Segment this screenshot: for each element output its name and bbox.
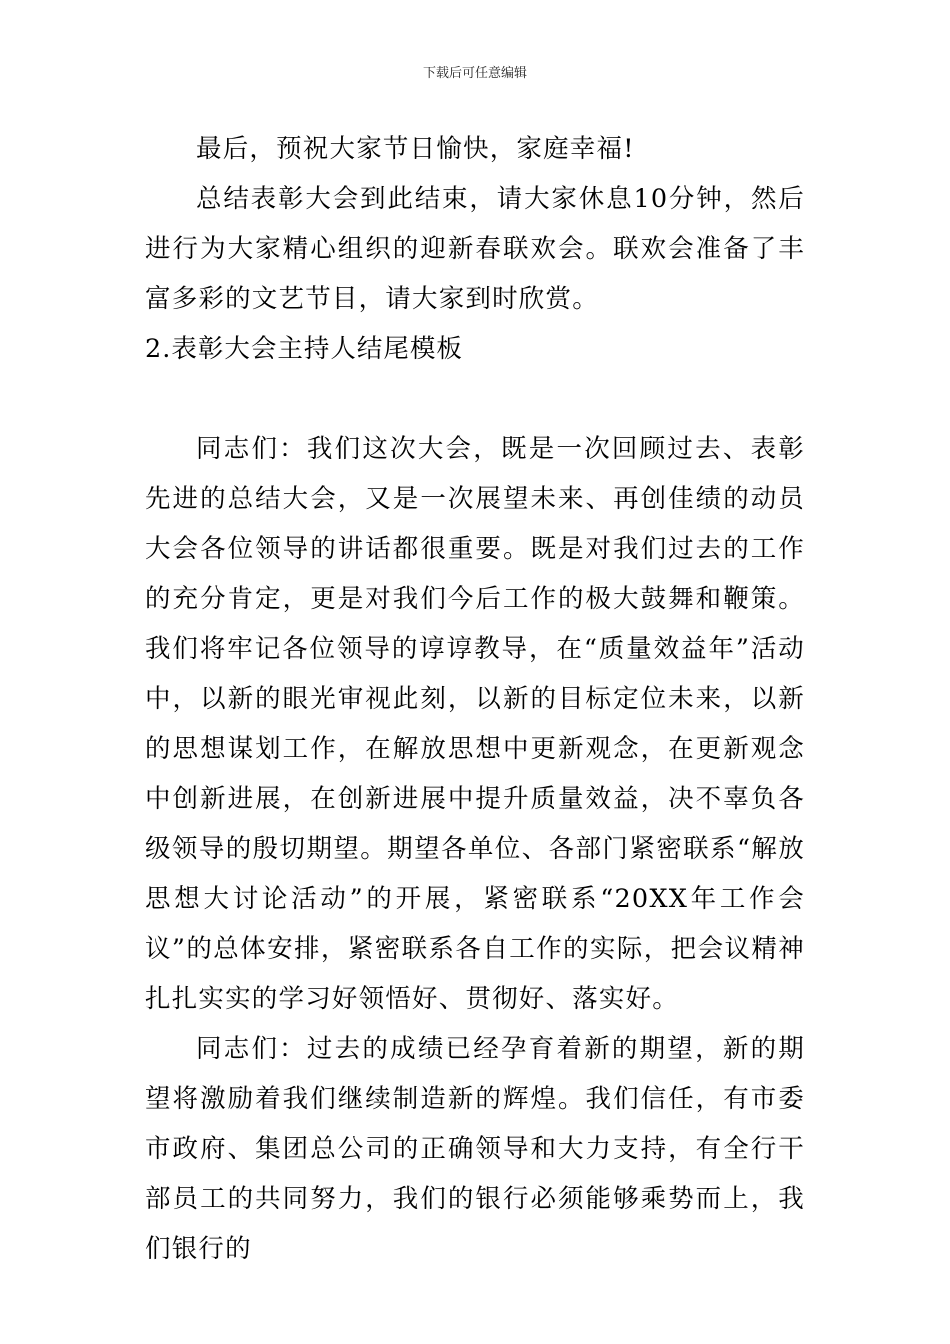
document-body <box>145 124 805 1274</box>
paragraph-comrades-1: 同志们：我们这次大会，既是一次回顾过去、表彰先进的总结大会，又是一次展望未来、再创佳绩的动员大会各位领导的讲话都很重要。既是对我们过去的工作的充分肯定，更是对我们今后工作的极大鼓舞和鞭策。我们将牢记各位领导的谆谆教导，在“质量效益年”活动中，以新的眼光审视此刻，以新的目标定位未来，以新的思想谋划工作，在解放思想中更新观念，在更新观念中创新进展，在创新进展中提升质量效益，决不辜负各级领导的殷切期望。期望各单位、各部门紧密联系“解放思想大讨论活动”的开展，紧密联系“20XX年工作会议”的总体安排，紧密联系各自工作的实际，把会议精神扎扎实实的学习好领悟好、贯彻好、落实好。 <box>145 434 805 1014</box>
paragraph-closing-wishes: 最后，预祝大家节日愉快，家庭幸福! <box>196 134 635 164</box>
blank-line <box>145 374 805 424</box>
page-header-note: 下载后可任意编辑 <box>422 66 527 81</box>
paragraph-meeting-end: 总结表彰大会到此结束，请大家休息10分钟，然后进行为大家精心组织的迎新春联欢会。联欢会准备了丰富多彩的文艺节目，请大家到时欣赏。 <box>145 184 805 314</box>
paragraph-comrades-2: 同志们：过去的成绩已经孕育着新的期望，新的期望将激励着我们继续制造新的辉煌。我们信任，有市委市政府、集团总公司的正确领导和大力支持，有全行干部员工的共同努力，我们的银行必须能够乘势而上，我们银行的 <box>145 1034 805 1264</box>
section-heading: 2.表彰大会主持人结尾模板 <box>145 334 463 364</box>
